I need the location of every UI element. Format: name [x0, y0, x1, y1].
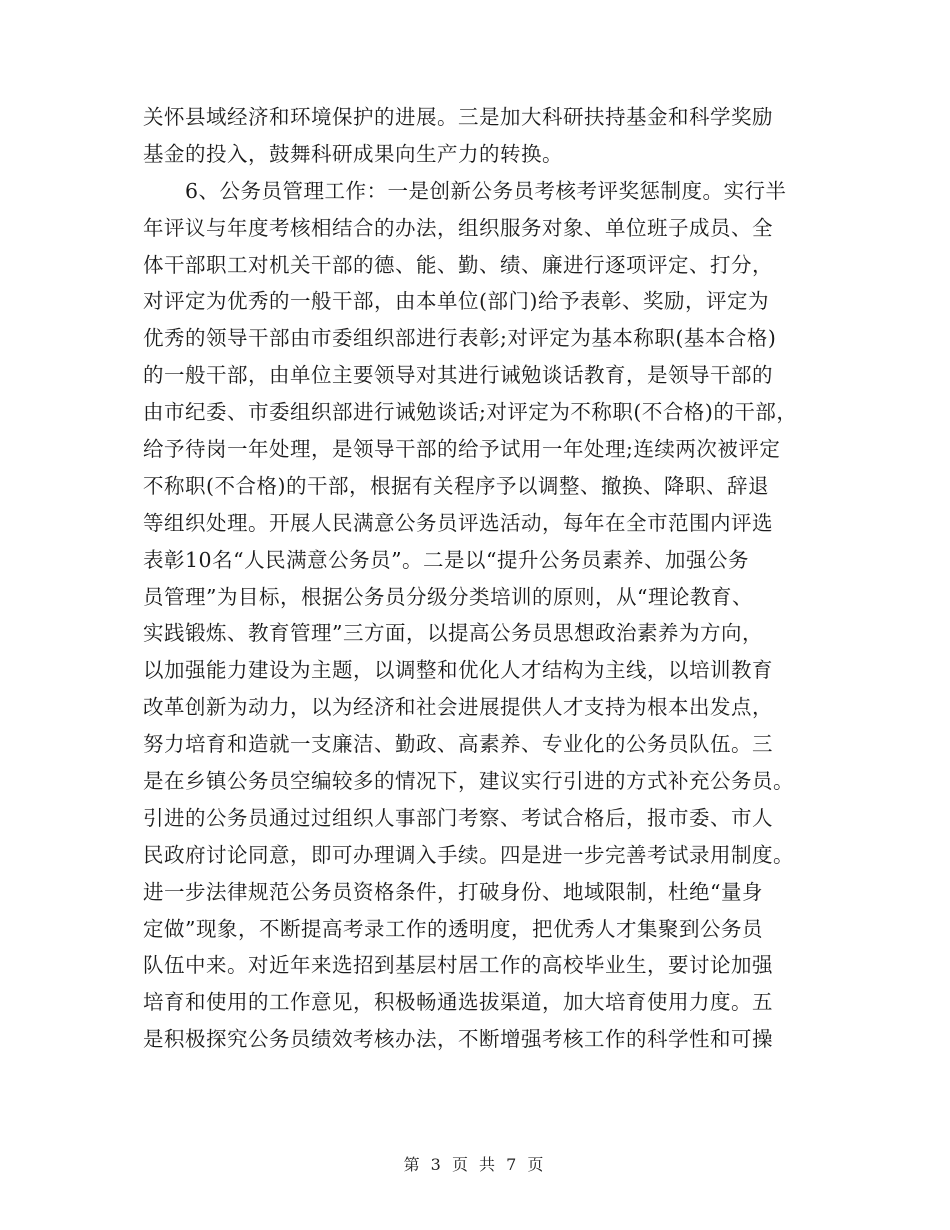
text-line: 体干部职工对机关干部的德、能、勤、绩、廉进行逐项评定、打分，	[143, 252, 773, 277]
text-line: 员管理”为目标，根据公务员分级分类培训的原则，从“理论教育、	[143, 584, 753, 609]
text-line: 优秀的领导干部由市委组织部进行表彰;对评定为基本称职(基本合格)	[143, 326, 777, 351]
text-line: 引进的公务员通过过组织人事部门考察、考试合格后，报市委、市人	[143, 805, 773, 830]
text-line: 等组织处理。开展人民满意公务员评选活动，每年在全市范围内评选	[143, 510, 773, 535]
text-line: 努力培育和造就一支廉洁、勤政、高素养、专业化的公务员队伍。三	[143, 732, 773, 757]
text-line: 是在乡镇公务员空编较多的情况下，建议实行引进的方式补充公务员。	[143, 769, 794, 794]
text-line: 基金的投入，鼓舞科研成果向生产力的转换。	[143, 141, 563, 166]
page-number-footer: 第 3 页 共 7 页	[403, 1155, 547, 1174]
text-line: 不称职(不合格)的干部，根据有关程序予以调整、撤换、降职、辞退	[143, 473, 769, 498]
text-line: 由市纪委、市委组织部进行诫勉谈话;对评定为不称职(不合格)的干部，	[143, 400, 798, 425]
text-line: 对评定为优秀的一般干部，由本单位(部门)给予表彰、奖励，评定为	[143, 289, 769, 314]
text-line: 是积极探究公务员绩效考核办法，不断增强考核工作的科学性和可操	[143, 1027, 773, 1052]
text-line: 年评议与年度考核相结合的办法，组织服务对象、单位班子成员、全	[143, 215, 773, 240]
text-line: 改革创新为动力，以为经济和社会进展提供人才支持为根本出发点，	[143, 695, 773, 720]
text-line: 进一步法律规范公务员资格条件，打破身份、地域限制，杜绝“量身	[143, 879, 763, 904]
text-line: 民政府讨论同意，即可办理调入手续。四是进一步完善考试录用制度。	[143, 842, 794, 867]
text-line: 队伍中来。对近年来选招到基层村居工作的高校毕业生，要讨论加强	[143, 953, 773, 978]
text-line: 的一般干部，由单位主要领导对其进行诫勉谈话教育，是领导干部的	[143, 363, 773, 388]
text-line: 培育和使用的工作意见，积极畅通选拔渠道，加大培育使用力度。五	[143, 990, 773, 1015]
text-line: 关怀县域经济和环境保护的进展。三是加大科研扶持基金和科学奖励	[143, 105, 773, 129]
text-line: 6、公务员管理工作：一是创新公务员考核考评奖惩制度。实行半	[143, 178, 787, 203]
text-line: 定做”现象，不断提高考录工作的透明度，把优秀人才集聚到公务员	[143, 916, 763, 941]
text-line: 实践锻炼、教育管理”三方面，以提高公务员思想政治素养为方向，	[143, 621, 763, 646]
text-line: 以加强能力建设为主题，以调整和优化人才结构为主线，以培训教育	[143, 658, 773, 683]
text-line: 表彰10名“人民满意公务员”。二是以“提升公务员素养、加强公务	[143, 547, 750, 572]
text-line: 给予待岗一年处理，是领导干部的给予试用一年处理;连续两次被评定	[143, 437, 781, 462]
body-text	[143, 102, 823, 1061]
